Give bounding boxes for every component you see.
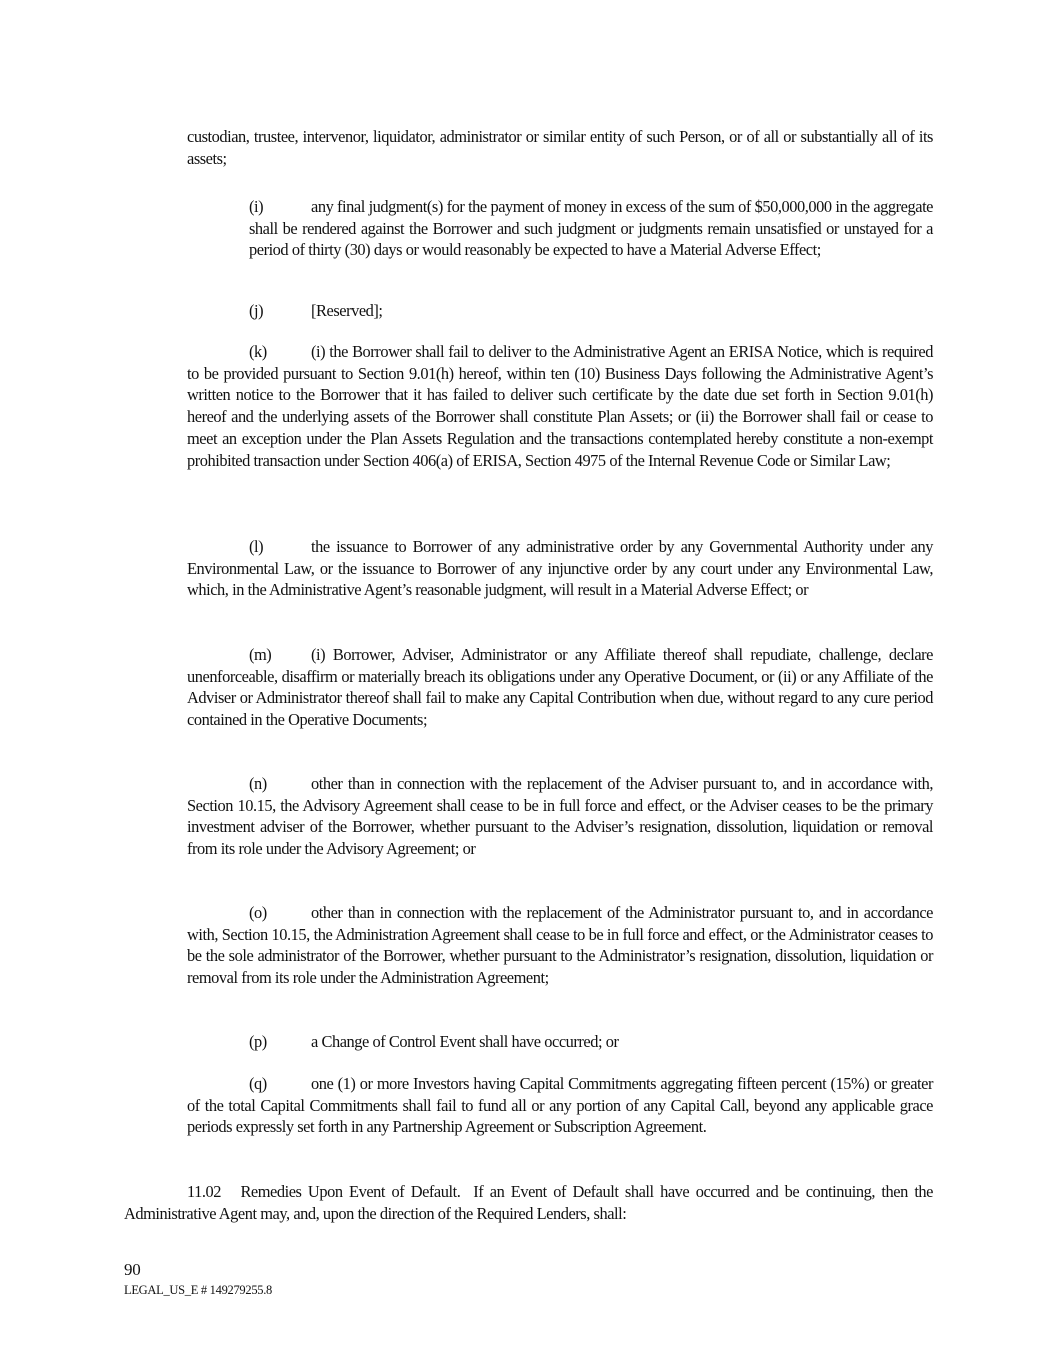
- clause-i: [187, 196, 933, 261]
- clause-text: other than in connection with the replacement of the Adviser pursuant to, and in accordance with, Section 10.15, the Advisory Agreement shall cease to be in full force and effect, or the Adviser ceases to be the primary investment adviser of the Borrower, whether pursuant to the Adviser’s resignation, dissolution, liquidation or removal from its role under the Advisory Agreement; or: [187, 774, 933, 859]
- clause-text: (i) Borrower, Adviser, Administrator or any Affiliate thereof shall repudiate, challenge, declare unenforceable, disaffirm or materially breach its obligations under any Operative Document, or (ii) or any Affiliate of the Adviser or Administrator thereof shall fail to make any Capital Contribution when due, without regard to any cure period contained in the Operative Documents;: [187, 645, 933, 730]
- document-id: LEGAL_US_E # 149279255.8: [124, 1283, 273, 1297]
- clause-l: [187, 536, 933, 601]
- section-text: If an Event of Default shall have occurred and be continuing, then the Administrative Agent may, and, upon the direction of the Required Lenders, shall:: [124, 1182, 933, 1223]
- page-number: 90: [124, 1260, 141, 1279]
- clause-label: (l): [249, 537, 264, 556]
- clause-q: [187, 1073, 933, 1138]
- paragraph-continuation: [187, 126, 933, 169]
- section-11-02: [124, 1181, 933, 1224]
- paragraph-text: custodian, trustee, intervenor, liquidator, administrator or similar entity of such Person, or of all or substantially all of its assets;: [187, 127, 933, 168]
- clause-text: other than in connection with the replacement of the Administrator pursuant to, and in accordance with, Section 10.15, the Administration Agreement shall cease to be in full force and effect, or the Administrator ceases to be the sole administrator of the Borrower, whether pursuant to the Administrator’s resignation, dissolution, liquidation or removal from its role under the Administration Agreement;: [187, 903, 933, 988]
- clause-n: [187, 773, 933, 860]
- clause-text: any final judgment(s) for the payment of money in excess of the sum of $50,000,000 in the aggregate shall be rendered against the Borrower and such judgment or judgments remain unsatisfied or unstayed for a period of thirty (30) days or would reasonably be expected to have a Material Adverse Effect;: [249, 197, 933, 260]
- clause-label: (q): [249, 1074, 267, 1093]
- section-heading: Remedies Upon Event of Default.: [240, 1182, 461, 1201]
- clause-label: (m): [249, 645, 272, 664]
- clause-p: [187, 1031, 933, 1053]
- clause-label: (n): [249, 774, 267, 793]
- clause-m: [187, 644, 933, 731]
- clause-label: (i): [249, 197, 264, 216]
- clause-j: [187, 300, 933, 322]
- clause-text: a Change of Control Event shall have occurred; or: [311, 1032, 619, 1051]
- clause-label: (o): [249, 903, 267, 922]
- section-number: 11.02: [187, 1182, 222, 1201]
- clause-k: [187, 341, 933, 471]
- clause-label: (k): [249, 342, 267, 361]
- clause-text: (i) the Borrower shall fail to deliver to the Administrative Agent an ERISA Notice, which is required to be provided pursuant to Section 9.01(h) hereof, within ten (10) Business Days following the Administrative Agent’s written notice to the Borrower that it has failed to deliver such certificate by the date due set forth in Section 9.01(h) hereof and the underlying assets of the Borrower shall constitute Plan Assets; or (ii) the Borrower shall fail or cease to meet an exception under the Plan Assets Regulation and the transactions contemplated hereby constitute a non-exempt prohibited transaction under Section 406(a) of ERISA, Section 4975 of the Internal Revenue Code or Similar Law;: [187, 342, 933, 470]
- clause-o: [187, 902, 933, 989]
- clause-text: one (1) or more Investors having Capital Commitments aggregating fifteen percent (15%) or greater of the total Capital Commitments shall fail to fund all or any portion of any Capital Call, beyond any applicable grace periods expressly set forth in any Partnership Agreement or Subscription Agreement.: [187, 1074, 933, 1137]
- clause-text: the issuance to Borrower of any administrative order by any Governmental Authority under any Environmental Law, or the issuance to Borrower of any injunctive order by any court under any Environmental Law, which, in the Administrative Agent’s reasonable judgment, will result in a Material Adverse Effect; or: [187, 537, 933, 600]
- clause-label: (j): [249, 301, 264, 320]
- clause-text: [Reserved];: [311, 301, 383, 320]
- clause-label: (p): [249, 1032, 267, 1051]
